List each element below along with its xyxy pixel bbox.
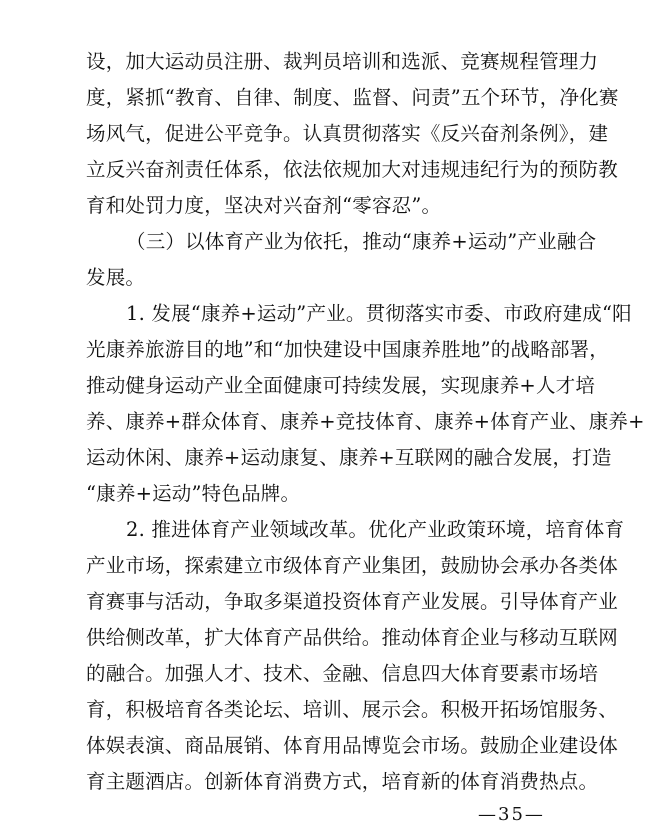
section-heading-line: （三）以体育产业为依托，推动“康养+运动”产业融合	[126, 230, 597, 253]
body-text-line: 育和处罚力度，坚决对兴奋剂“零容忍”。	[86, 194, 442, 217]
item-1-line: 养、康养+群众体育、康养+竞技体育、康养+体育产业、康养+	[86, 410, 645, 433]
section-heading-line: 发展。	[86, 266, 146, 289]
item-2-line: 育赛事与活动，争取多渠道投资体育产业发展。引导体育产业	[86, 590, 618, 613]
item-2-line: 育主题酒店。创新体育消费方式，培育新的体育消费热点。	[86, 770, 599, 793]
page-number: —35—	[478, 804, 545, 825]
item-1-line: 运动休闲、康养+运动康复、康养+互联网的融合发展，打造	[86, 446, 612, 469]
item-2-line: 供给侧改革，扩大体育产品供给。推动体育企业与移动互联网	[86, 626, 618, 649]
body-text-line: 设，加大运动员注册、裁判员培训和选派、竞赛规程管理力	[86, 50, 599, 73]
item-2-line: 2. 推进体育产业领域改革。优化产业政策环境，培育体育	[126, 518, 625, 541]
body-text-line: 度，紧抓“教育、自律、制度、监督、问责”五个环节，净化赛	[86, 86, 619, 109]
item-1-line: 1. 发展“康养+运动”产业。贯彻落实市委、市政府建成“阳	[126, 302, 632, 325]
item-1-line: 推动健身运动产业全面健康可持续发展，实现康养+人才培	[86, 374, 596, 397]
body-text-line: 场风气，促进公平竞争。认真贯彻落实《反兴奋剂条例》，建	[86, 122, 609, 145]
item-2-line: 育，积极培育各类论坛、培训、展示会。积极开拓场馆服务、	[86, 698, 618, 721]
item-1-line: 光康养旅游目的地”和“加快建设中国康养胜地”的战略部署，	[86, 338, 610, 361]
item-2-line: 的融合。加强人才、技术、金融、信息四大体育要素市场培	[86, 662, 599, 685]
item-2-line: 体娱表演、商品展销、体育用品博览会市场。鼓励企业建设体	[86, 734, 618, 757]
body-text-line: 立反兴奋剂责任体系，依法依规加大对违规违纪行为的预防教	[86, 158, 618, 181]
item-2-line: 产业市场，探索建立市级体育产业集团，鼓励协会承办各类体	[86, 554, 618, 577]
item-1-line: “康养+运动”特色品牌。	[86, 482, 301, 505]
